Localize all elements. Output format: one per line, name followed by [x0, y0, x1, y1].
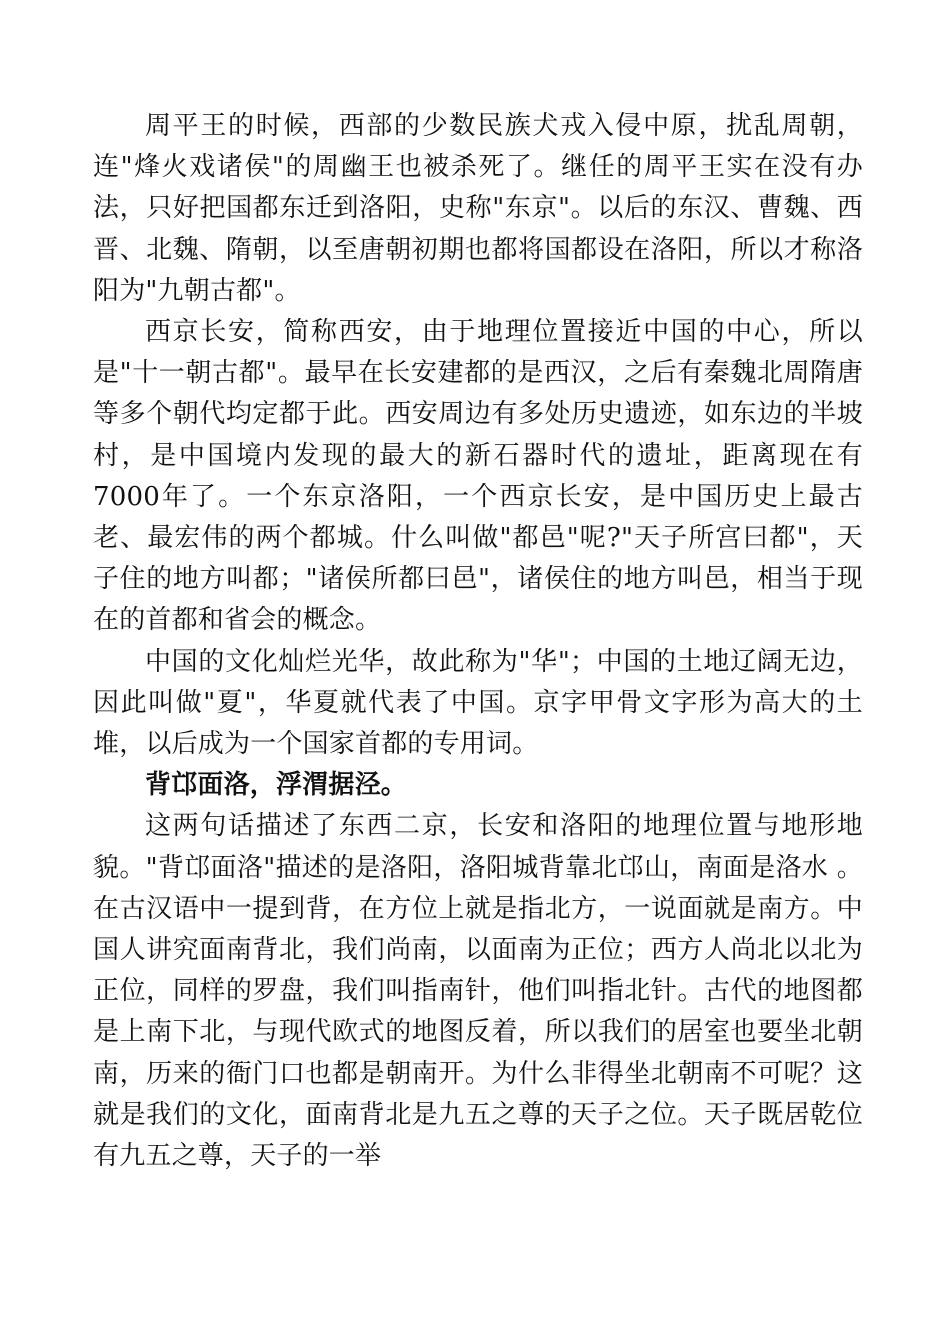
paragraph-xian-history: 西京长安，简称西安，由于地理位置接近中国的中心，所以是"十一朝古都"。最早在长安建都的是西汉，之后有秦魏北周隋唐等多个朝代均定都于此。西安周边有多处历史遗迹，如东边的半坡村，是中国境内发现的最大的新石器时代的遗址，距离现在有7000年了。一个东京洛阳，一个西京长安，是中国历史上最古老、最宏伟的两个都城。什么叫做"都邑"呢?"天子所宫曰都"，天子住的地方叫都；"诸侯所都曰邑"，诸侯住的地方叫邑，相当于现在的首都和省会的概念。 [93, 317, 863, 636]
body-text [93, 106, 863, 1177]
paragraph-huaxia: 中国的文化灿烂光华，故此称为"华"；中国的土地辽阔无边，因此叫做"夏"，华夏就代表了中国。京字甲骨文字形为高大的土堆，以后成为一个国家首都的专用词。 [93, 646, 863, 760]
paragraph-geography: 这两句话描述了东西二京，长安和洛阳的地理位置与地形地貌。"背邙面洛"描述的是洛阳，洛阳城背靠北邙山，南面是洛水 。在古汉语中一提到背，在方位上就是指北方，一说面就是南方。中国人讲究面南背北，我们尚南，以面南为正位；西方人尚北以北为正位，同样的罗盘，我们叫指南针，他们叫指北针。古代的地图都是上南下北，与现代欧式的地图反着，所以我们的居室也要坐北朝南，历来的衙门口也都是朝南开。为什么非得坐北朝南不可呢？这就是我们的文化，面南背北是九五之尊的天子之位。天子既居乾位有九五之尊，天子的一举 [93, 811, 863, 1172]
section-heading: 背邙面洛，浮渭据泾。 [145, 770, 408, 801]
paragraph-luoyang-history: 周平王的时候，西部的少数民族犬戎入侵中原，扰乱周朝，连"烽火戏诸侯"的周幽王也被杀死了。继任的周平王实在没有办法，只好把国都东迁到洛阳，史称"东京"。以后的东汉、曹魏、西晋、北魏、隋朝，以至唐朝初期也都将国都设在洛阳，所以才称洛阳为"九朝古都"。 [93, 111, 863, 306]
